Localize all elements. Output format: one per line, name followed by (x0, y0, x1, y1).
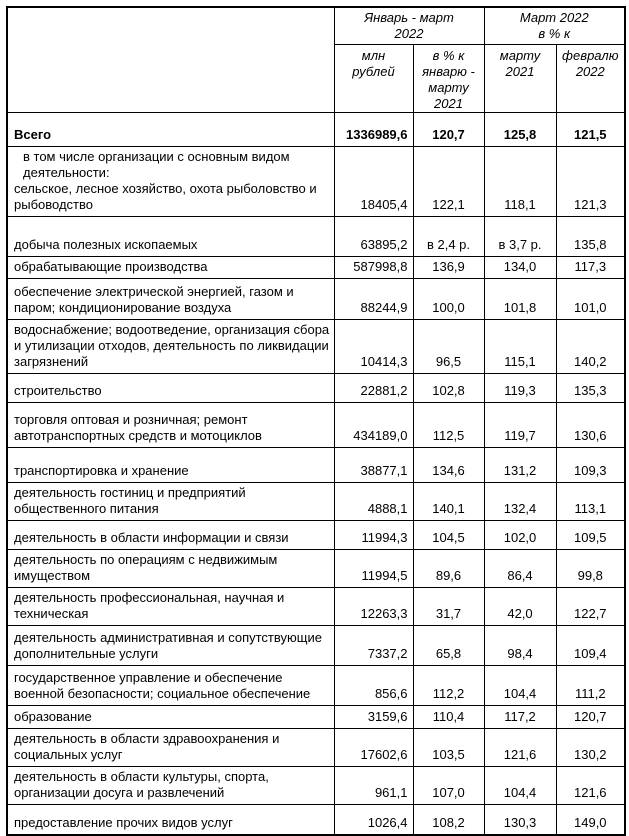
row-label-text: водоснабжение; водоотведение, организация сбора и утилизации отходов, деятельность по ликвидации загрязнений (14, 322, 330, 369)
value-pct-to-feb-2022: 109,5 (556, 521, 625, 550)
row-label-text: деятельность профессиональная, научная и техническая (14, 590, 285, 621)
value-pct-to-mar-2021: 101,8 (484, 279, 556, 320)
table-row (7, 257, 625, 279)
table-row (7, 374, 625, 403)
value-pct-to-jan-mar-2021: 122,1 (413, 147, 484, 217)
header-group-mar-2022-pct (484, 7, 625, 45)
value-pct-to-jan-mar-2021: 112,2 (413, 666, 484, 706)
value-pct-to-jan-mar-2021: 102,8 (413, 374, 484, 403)
value-mln-rubles: 7337,2 (334, 626, 413, 666)
table-row (7, 113, 625, 147)
activity-label-cell (7, 521, 334, 550)
header-group-line: Январь - март (364, 10, 454, 25)
column-header-line: млн (361, 48, 386, 63)
value-pct-to-mar-2021: 134,0 (484, 257, 556, 279)
value-pct-to-jan-mar-2021: 110,4 (413, 706, 484, 729)
value-pct-to-jan-mar-2021: 107,0 (413, 767, 484, 805)
column-header-line: в % к (432, 48, 465, 63)
value-mln-rubles: 4888,1 (334, 483, 413, 521)
table-row (7, 448, 625, 483)
value-mln-rubles: 63895,2 (334, 217, 413, 257)
value-pct-to-mar-2021: 121,6 (484, 729, 556, 767)
column-header-line: марту (499, 48, 541, 63)
column-header-mln-rubles (334, 45, 413, 113)
value-pct-to-jan-mar-2021: 103,5 (413, 729, 484, 767)
table-row (7, 588, 625, 626)
value-pct-to-feb-2022: 121,5 (556, 113, 625, 147)
value-pct-to-feb-2022: 135,8 (556, 217, 625, 257)
value-pct-to-mar-2021: 115,1 (484, 320, 556, 374)
activity-label-cell (7, 767, 334, 805)
header-group-line: Март 2022 (519, 10, 589, 25)
table-row (7, 521, 625, 550)
row-label-text: транспортировка и хранение (14, 463, 189, 478)
value-mln-rubles: 3159,6 (334, 706, 413, 729)
activity-label-cell (7, 483, 334, 521)
row-intro-text: в том числе организации с основным видом деятельности: (23, 149, 290, 180)
activity-label-cell (7, 257, 334, 279)
value-pct-to-mar-2021: 86,4 (484, 550, 556, 588)
table-row (7, 666, 625, 706)
value-pct-to-jan-mar-2021: 108,2 (413, 805, 484, 835)
value-pct-to-mar-2021: 130,3 (484, 805, 556, 835)
row-label-text: деятельность гостиниц и предприятий общественного питания (14, 485, 246, 516)
value-pct-to-jan-mar-2021: 65,8 (413, 626, 484, 666)
table-row (7, 550, 625, 588)
header-group-jan-mar-2022 (334, 7, 484, 45)
value-pct-to-feb-2022: 135,3 (556, 374, 625, 403)
value-pct-to-jan-mar-2021: 112,5 (413, 403, 484, 448)
column-header-line: 2021 (434, 96, 463, 111)
value-mln-rubles: 11994,5 (334, 550, 413, 588)
activity-label-cell (7, 729, 334, 767)
value-mln-rubles: 38877,1 (334, 448, 413, 483)
value-pct-to-feb-2022: 117,3 (556, 257, 625, 279)
value-pct-to-mar-2021: 119,7 (484, 403, 556, 448)
row-label-text: сельское, лесное хозяйство, охота рыболовство и рыбоводство (14, 181, 317, 212)
value-pct-to-feb-2022: 113,1 (556, 483, 625, 521)
value-pct-to-feb-2022: 149,0 (556, 805, 625, 835)
table-row (7, 483, 625, 521)
row-label-text: деятельность в области здравоохранения и социальных услуг (14, 731, 280, 762)
activity-label-cell (7, 403, 334, 448)
value-pct-to-jan-mar-2021: 96,5 (413, 320, 484, 374)
activity-label-cell (7, 666, 334, 706)
value-mln-rubles: 18405,4 (334, 147, 413, 217)
header-group-row (7, 7, 625, 45)
activity-label-cell (7, 374, 334, 403)
value-pct-to-jan-mar-2021: в 2,4 р. (413, 217, 484, 257)
value-pct-to-feb-2022: 122,7 (556, 588, 625, 626)
activity-label-cell (7, 626, 334, 666)
statistics-table (6, 6, 626, 836)
value-mln-rubles: 961,1 (334, 767, 413, 805)
value-pct-to-feb-2022: 99,8 (556, 550, 625, 588)
row-label-text: предоставление прочих видов услуг (14, 814, 233, 830)
value-pct-to-feb-2022: 140,2 (556, 320, 625, 374)
value-pct-to-jan-mar-2021: 89,6 (413, 550, 484, 588)
table-row (7, 403, 625, 448)
table-row (7, 279, 625, 320)
table-row (7, 729, 625, 767)
value-mln-rubles: 1026,4 (334, 805, 413, 835)
row-label-text: деятельность в области информации и связи (14, 530, 289, 545)
table-row (7, 147, 625, 217)
value-pct-to-feb-2022: 111,2 (556, 666, 625, 706)
corner-cell (7, 7, 334, 113)
row-label-text: деятельность административная и сопутствующие дополнительные услуги (14, 630, 322, 661)
value-mln-rubles: 88244,9 (334, 279, 413, 320)
value-pct-to-mar-2021: 98,4 (484, 626, 556, 666)
activity-label-cell (7, 448, 334, 483)
value-pct-to-jan-mar-2021: 140,1 (413, 483, 484, 521)
table-header (7, 7, 625, 113)
value-pct-to-feb-2022: 130,6 (556, 403, 625, 448)
table-row (7, 320, 625, 374)
column-header-line: марту (428, 80, 469, 95)
table-row (7, 626, 625, 666)
value-pct-to-feb-2022: 120,7 (556, 706, 625, 729)
activity-label-cell (7, 550, 334, 588)
value-pct-to-feb-2022: 130,2 (556, 729, 625, 767)
value-mln-rubles: 22881,2 (334, 374, 413, 403)
row-label-text: торговля оптовая и розничная; ремонт автотранспортных средств и мотоциклов (14, 412, 262, 443)
value-pct-to-jan-mar-2021: 120,7 (413, 113, 484, 147)
table-row (7, 706, 625, 729)
column-header-line: 2021 (505, 64, 535, 79)
activity-label-cell (7, 113, 334, 147)
row-label-text: добыча полезных ископаемых (14, 237, 198, 252)
value-pct-to-mar-2021: 104,4 (484, 666, 556, 706)
row-label-text: обрабатывающие производства (14, 259, 208, 274)
value-pct-to-mar-2021: 118,1 (484, 147, 556, 217)
value-mln-rubles: 1336989,6 (334, 113, 413, 147)
row-label-text: обеспечение электрической энергией, газом и паром; кондиционирование воздуха (14, 284, 294, 315)
value-pct-to-mar-2021: 117,2 (484, 706, 556, 729)
value-mln-rubles: 10414,3 (334, 320, 413, 374)
row-label-text: образование (14, 709, 92, 724)
column-header-pct-to-jan-mar-2021 (413, 45, 484, 113)
table-row (7, 767, 625, 805)
table-row (7, 805, 625, 835)
row-label-text: государственное управление и обеспечение военной безопасности; социальное обеспечение (14, 670, 311, 701)
value-mln-rubles: 11994,3 (334, 521, 413, 550)
value-mln-rubles: 434189,0 (334, 403, 413, 448)
value-pct-to-mar-2021: 104,4 (484, 767, 556, 805)
header-group-line: 2022 (394, 26, 424, 41)
column-header-line: рублей (352, 64, 395, 79)
statistics-sheet (6, 6, 626, 836)
value-pct-to-mar-2021: 42,0 (484, 588, 556, 626)
row-label-text: строительство (14, 383, 102, 398)
value-pct-to-feb-2022: 109,3 (556, 448, 625, 483)
value-pct-to-jan-mar-2021: 104,5 (413, 521, 484, 550)
column-header-line: февралю (562, 48, 619, 63)
value-pct-to-mar-2021: в 3,7 р. (484, 217, 556, 257)
header-group-line: в % к (538, 26, 571, 41)
activity-label-cell (7, 279, 334, 320)
value-pct-to-mar-2021: 102,0 (484, 521, 556, 550)
column-header-line: январю - (422, 64, 475, 79)
value-mln-rubles: 17602,6 (334, 729, 413, 767)
value-mln-rubles: 587998,8 (334, 257, 413, 279)
activity-label-cell (7, 588, 334, 626)
value-pct-to-jan-mar-2021: 136,9 (413, 257, 484, 279)
activity-label-cell (7, 217, 334, 257)
row-label-text: Всего (14, 127, 52, 142)
table-row (7, 217, 625, 257)
activity-label-cell (7, 805, 334, 835)
value-mln-rubles: 856,6 (334, 666, 413, 706)
value-pct-to-jan-mar-2021: 100,0 (413, 279, 484, 320)
value-pct-to-jan-mar-2021: 31,7 (413, 588, 484, 626)
activity-label-cell (7, 147, 334, 217)
activity-label-cell (7, 320, 334, 374)
activity-label-cell (7, 706, 334, 729)
value-pct-to-mar-2021: 131,2 (484, 448, 556, 483)
value-pct-to-mar-2021: 119,3 (484, 374, 556, 403)
table-body (7, 113, 625, 835)
value-pct-to-feb-2022: 109,4 (556, 626, 625, 666)
value-pct-to-jan-mar-2021: 134,6 (413, 448, 484, 483)
value-pct-to-feb-2022: 101,0 (556, 279, 625, 320)
column-header-pct-to-feb-2022 (556, 45, 625, 113)
column-header-line: 2022 (575, 64, 605, 79)
value-pct-to-mar-2021: 125,8 (484, 113, 556, 147)
value-mln-rubles: 12263,3 (334, 588, 413, 626)
row-label-text: деятельность по операциям с недвижимым имуществом (14, 552, 278, 583)
row-label-text: деятельность в области культуры, спорта, организации досуга и развлечений (14, 769, 269, 800)
value-pct-to-feb-2022: 121,3 (556, 147, 625, 217)
column-header-pct-to-mar-2021 (484, 45, 556, 113)
value-pct-to-mar-2021: 132,4 (484, 483, 556, 521)
value-pct-to-feb-2022: 121,6 (556, 767, 625, 805)
